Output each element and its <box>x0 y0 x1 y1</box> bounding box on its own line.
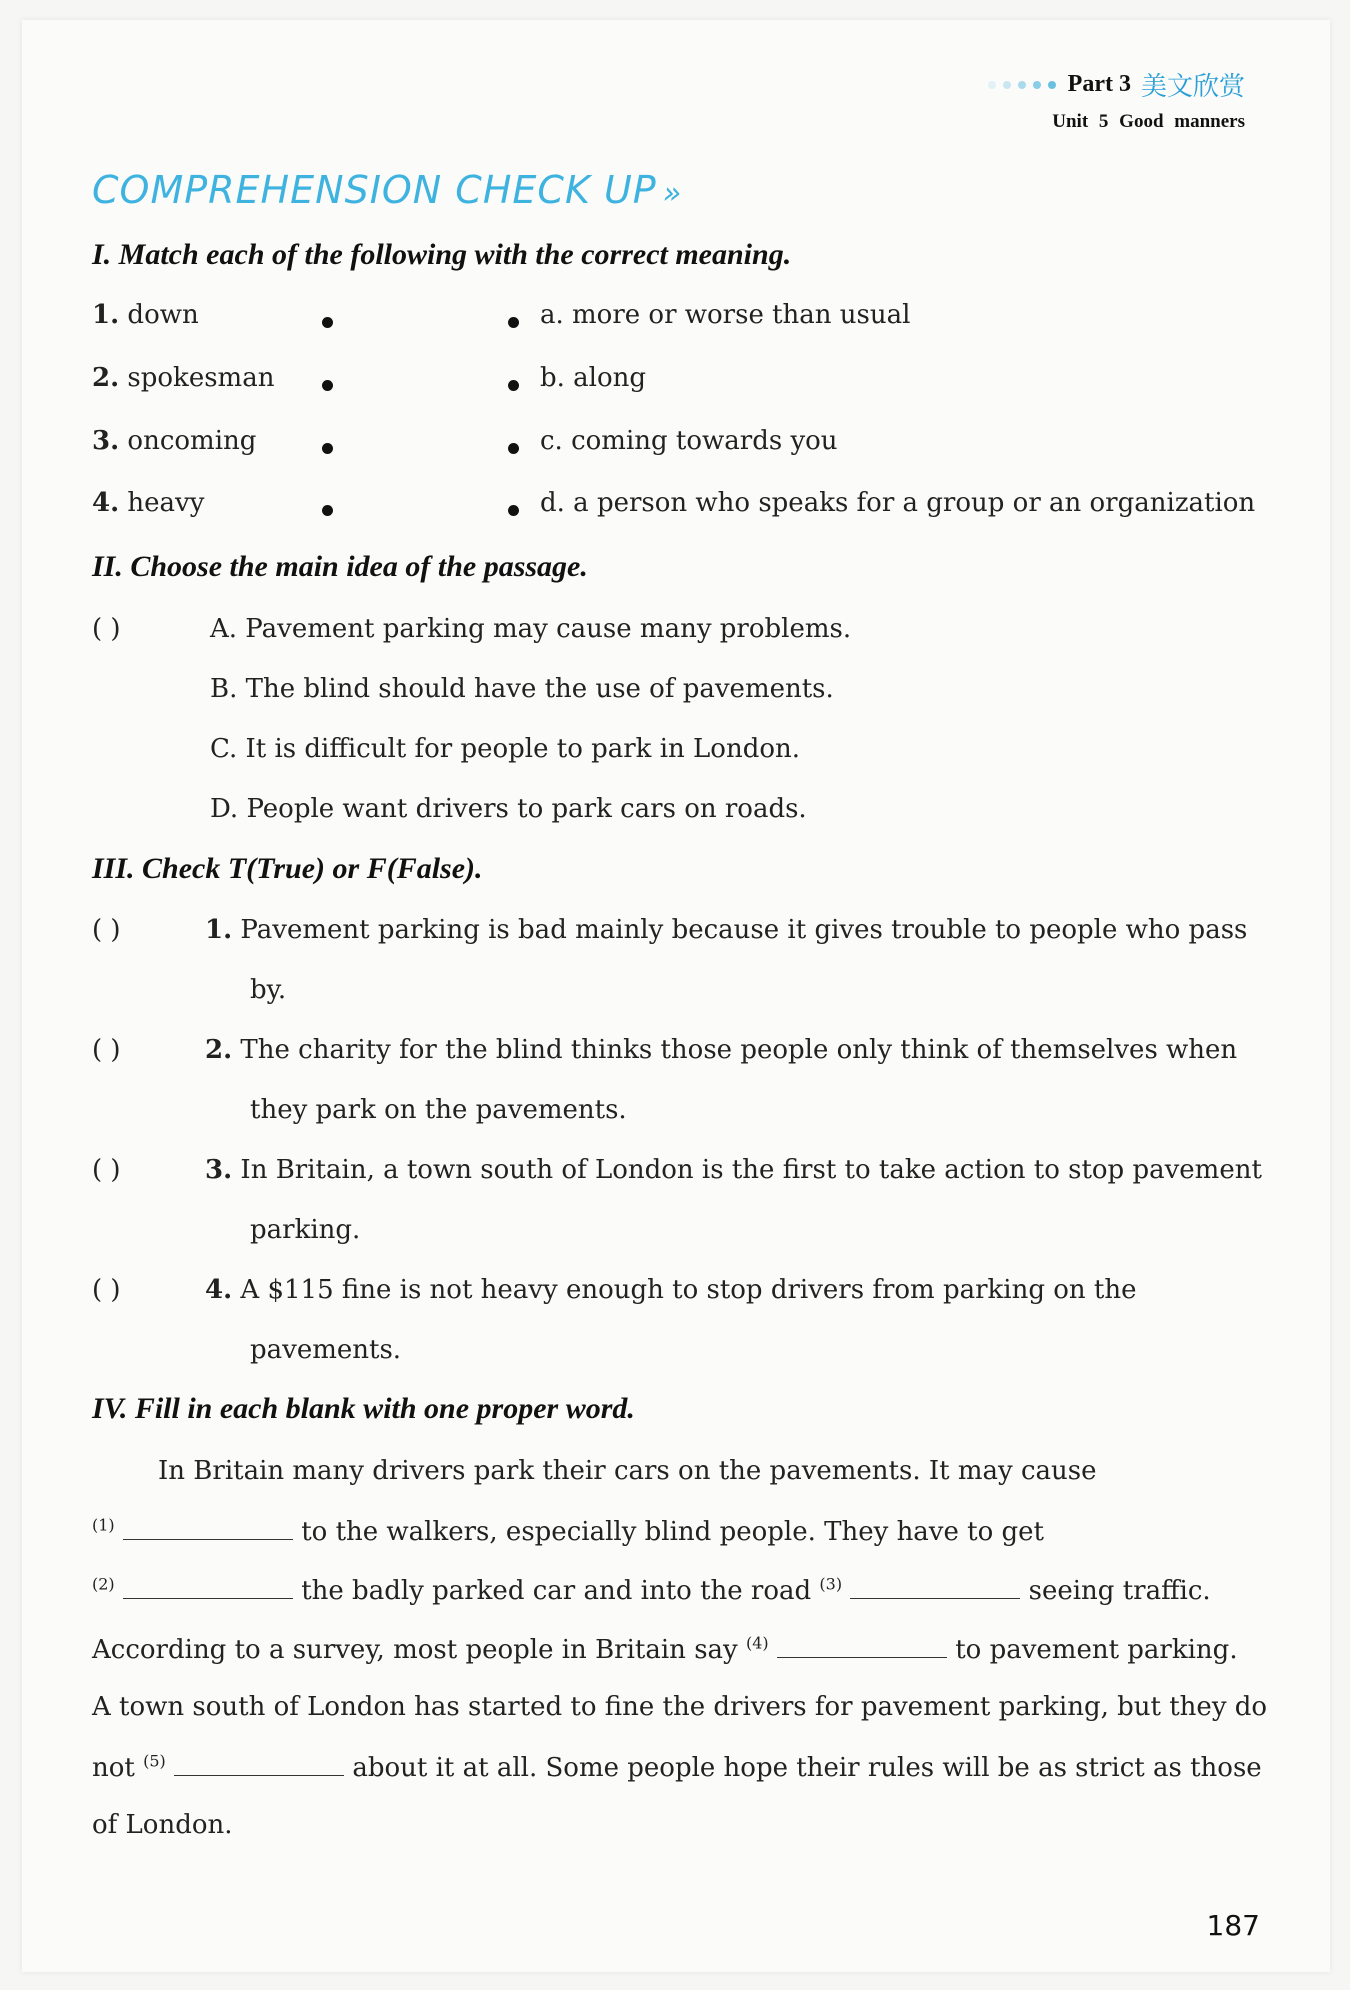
passage-line: not $^{(5)}$ about it at all. Some people hope their rules will be as strict as those <box>92 1751 1262 1783</box>
option-b: B. The blind should have the use of pavements. <box>210 674 834 704</box>
match-dot-left[interactable] <box>322 380 333 391</box>
tf-item-cont: they park on the pavements. <box>250 1095 627 1125</box>
answer-paren[interactable]: ( ) <box>92 1035 121 1065</box>
tf-item-cont: by. <box>250 975 287 1005</box>
unit-label <box>988 111 1245 133</box>
blank-marker: (5) <box>143 1751 166 1771</box>
section2-title: II. Choose the main idea of the passage. <box>92 550 588 583</box>
tf-item-cont: parking. <box>250 1215 361 1245</box>
decorative-dots <box>988 81 1056 89</box>
passage-line: of London. <box>92 1810 233 1840</box>
tf-item: 4. A $115 fine is not heavy enough to stop drivers from parking on the <box>205 1275 1137 1305</box>
meaning-item: b. along <box>540 363 647 393</box>
blank-2[interactable] <box>123 1574 293 1599</box>
blank-1[interactable] <box>123 1515 293 1540</box>
match-dot-left[interactable] <box>322 443 333 454</box>
comprehension-banner <box>92 168 682 212</box>
blank-3[interactable] <box>850 1574 1020 1599</box>
blank-marker: (2) <box>92 1574 115 1594</box>
tf-item: 2. The charity for the blind thinks those people only think of themselves when <box>205 1035 1238 1065</box>
option-c: C. It is difficult for people to park in London. <box>210 734 801 764</box>
section3-title: III. Check T(True) or F(False). <box>92 852 483 885</box>
section4-title: IV. Fill in each blank with one proper word. <box>92 1392 635 1425</box>
blank-marker: (1) <box>92 1515 115 1535</box>
passage-line: According to a survey, most people in Britain say $^{(4)}$ to pavement parking. <box>92 1633 1238 1665</box>
passage-line: A town south of London has started to fine the drivers for pavement parking, but they do <box>92 1692 1268 1722</box>
chinese-title: 美文欣赏 <box>1140 72 1245 102</box>
passage-line: $^{(1)}$ to the walkers, especially blind people. They have to get <box>92 1515 1044 1547</box>
answer-paren[interactable]: ( ) <box>92 614 121 644</box>
meaning-item: d. a person who speaks for a group or an organization <box>540 488 1256 518</box>
tf-item: 3. In Britain, a town south of London is the first to take action to stop pavement <box>205 1155 1262 1185</box>
page-header <box>988 66 1245 133</box>
blank-marker: (3) <box>819 1574 843 1594</box>
section1-title: I. Match each of the following with the correct meaning. <box>92 238 792 271</box>
left-item: 4. heavy <box>92 488 205 518</box>
option-d: D. People want drivers to park cars on roads. <box>210 794 807 824</box>
left-item: 3. oncoming <box>92 426 257 456</box>
answer-paren[interactable]: ( ) <box>92 1155 121 1185</box>
blank-5[interactable] <box>174 1751 344 1776</box>
match-dot-left[interactable] <box>322 505 333 516</box>
match-dot-right[interactable] <box>508 505 519 516</box>
option-a: A. Pavement parking may cause many problems. <box>210 614 852 644</box>
chevron-icon: » <box>662 176 683 211</box>
part-label: Part 3 <box>1067 71 1131 97</box>
meaning-item: a. more or worse than usual <box>540 300 911 330</box>
unit-title: Good manners <box>1119 111 1245 132</box>
banner-text: COMPREHENSION CHECK UP <box>92 168 657 212</box>
passage-line: In Britain many drivers park their cars on the pavements. It may cause <box>158 1456 1097 1486</box>
tf-item: 1. Pavement parking is bad mainly because it gives trouble to people who pass <box>205 915 1248 945</box>
match-dot-right[interactable] <box>508 380 519 391</box>
left-item: 2. spokesman <box>92 363 275 393</box>
blank-marker: (4) <box>746 1633 769 1653</box>
blank-4[interactable] <box>777 1633 947 1658</box>
passage-line: $^{(2)}$ the badly parked car and into the road $^{(3)}$ seeing traffic. <box>92 1574 1211 1606</box>
match-dot-left[interactable] <box>322 317 333 328</box>
unit-number: Unit 5 <box>1052 111 1109 132</box>
match-dot-right[interactable] <box>508 443 519 454</box>
page-number: 187 <box>1206 1909 1260 1942</box>
answer-paren[interactable]: ( ) <box>92 915 121 945</box>
answer-paren[interactable]: ( ) <box>92 1275 121 1305</box>
match-dot-right[interactable] <box>508 317 519 328</box>
meaning-item: c. coming towards you <box>540 426 838 456</box>
left-item: 1. down <box>92 300 199 330</box>
tf-item-cont: pavements. <box>250 1335 402 1365</box>
